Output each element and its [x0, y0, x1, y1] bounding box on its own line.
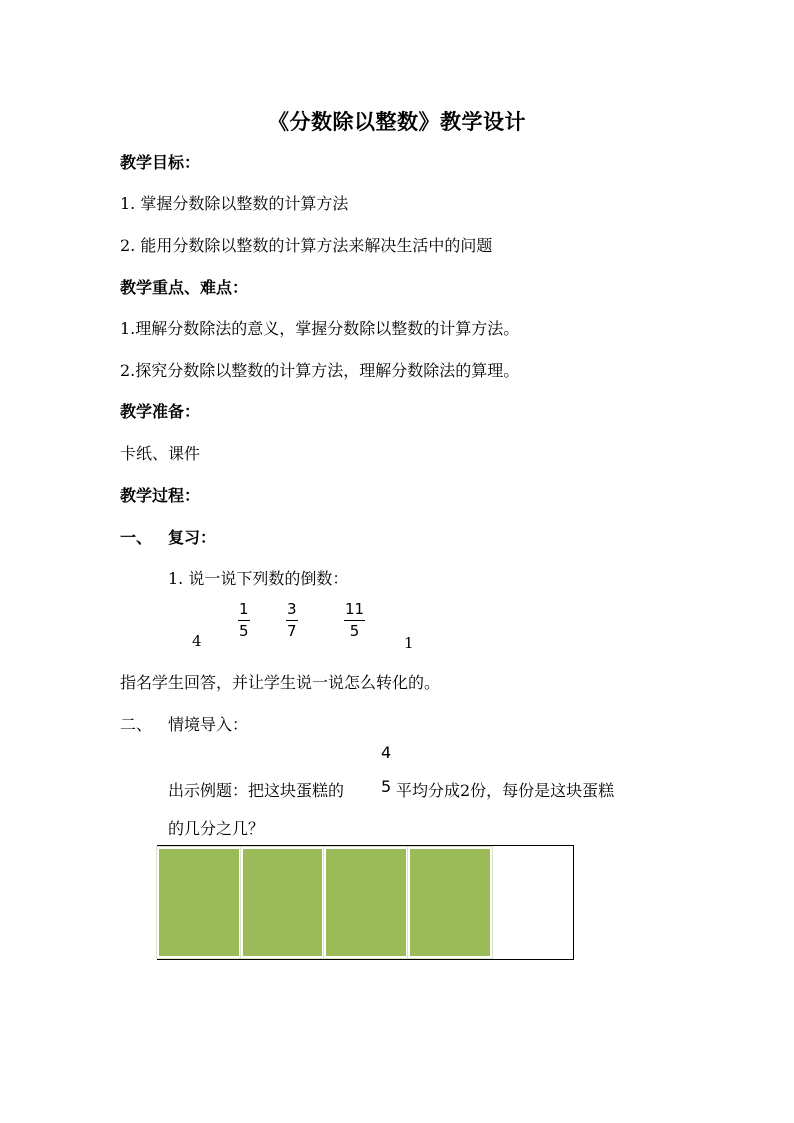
fraction-bar [286, 620, 298, 621]
fraction-denominator: 5 [381, 777, 392, 796]
cake-piece-shaded [157, 847, 241, 958]
number-four: 4 [192, 632, 202, 650]
cake-piece-shaded [241, 847, 324, 958]
fraction-denominator: 5 [239, 622, 249, 640]
example-suffix: 平均分成2份，每份是这块蛋糕 [396, 781, 615, 800]
process-heading: 教学过程： [120, 486, 201, 505]
fraction-bar [344, 620, 365, 621]
cake-diagram [157, 845, 574, 960]
section1-title: 复习： [168, 528, 217, 547]
objectives-heading: 教学目标： [120, 153, 201, 172]
key-points-heading: 教学重点、难点： [120, 278, 249, 297]
objective-item-2: 2. 能用分数除以整数的计算方法来解决生活中的问题 [120, 236, 493, 255]
key-point-item-1: 1.理解分数除法的意义，掌握分数除以整数的计算方法。 [120, 319, 520, 338]
review-item: 1. 说一说下列数的倒数： [168, 569, 349, 588]
fraction-denominator: 5 [349, 622, 360, 640]
fraction-eleven-fifths [344, 600, 365, 640]
fraction-numerator: 4 [381, 743, 392, 762]
fraction-bar [238, 620, 250, 621]
section1-number: 一、 [120, 528, 153, 547]
objective-item-1: 1. 掌握分数除以整数的计算方法 [120, 194, 349, 213]
prep-items: 卡纸、课件 [120, 444, 201, 463]
fraction-three-sevenths [286, 600, 298, 640]
number-one: 1 [404, 634, 414, 652]
section2-title: 情境导入： [168, 715, 249, 734]
fraction-numerator: 3 [287, 600, 297, 618]
page-title: 《分数除以整数》教学设计 [268, 109, 526, 134]
fraction-one-fifth [238, 600, 250, 640]
answer-note: 指名学生回答，并让学生说一说怎么转化的。 [120, 673, 441, 692]
key-point-item-2: 2.探究分数除以整数的计算方法，理解分数除法的算理。 [120, 361, 520, 380]
prep-heading: 教学准备： [120, 402, 201, 421]
fraction-denominator: 7 [287, 622, 297, 640]
section2-number: 二、 [120, 715, 153, 734]
cake-piece-shaded [408, 847, 492, 958]
fraction-numerator: 1 [239, 600, 249, 618]
fraction-numerator: 11 [345, 600, 365, 618]
example-fraction [381, 744, 391, 796]
example-line-2: 的几分之几？ [168, 819, 265, 838]
cake-piece-shaded [324, 847, 408, 958]
example-prefix: 出示例题：把这块蛋糕的 [168, 781, 345, 800]
